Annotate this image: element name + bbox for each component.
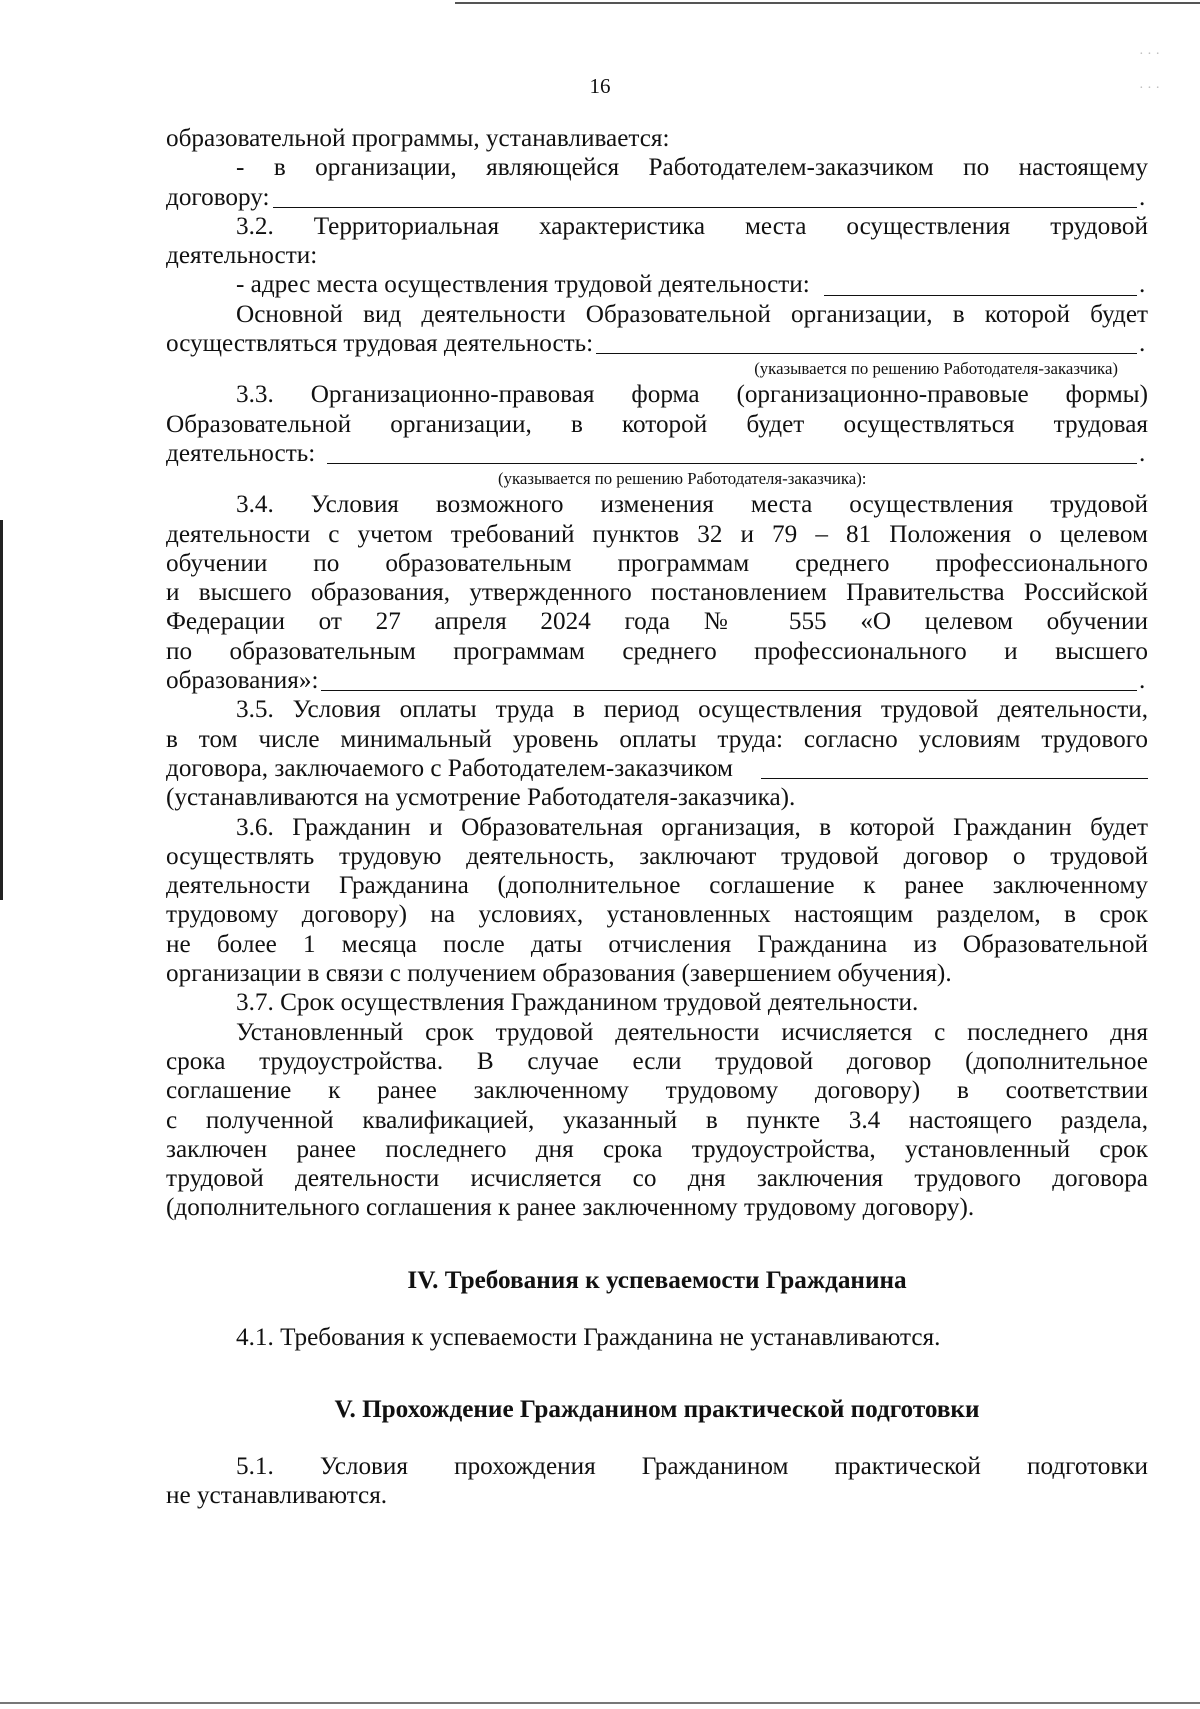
section-heading-v: V. Прохождение Гражданином практической подготовки: [334, 1395, 980, 1423]
text-line: образовательной программы, устанавливается:: [166, 125, 670, 152]
blank-field: [273, 185, 1137, 208]
blank-field: [761, 756, 1148, 779]
text-line: Образовательной организации, в которой будет осуществляться трудовая: [166, 410, 1148, 438]
text-line: Установленный срок трудовой деятельности исчисляется с последнего дня: [236, 1018, 1148, 1046]
text-line: 3.6. Гражданин и Образовательная организация, в которой Гражданин будет: [236, 813, 1148, 841]
text-fragment: - адрес места осуществления трудовой деятельности:: [236, 271, 810, 299]
text-line: соглашение к ранее заключенному трудовому договору) в соответствии: [166, 1077, 1148, 1105]
text-fragment: образования»:: [166, 667, 319, 695]
page-number: 16: [589, 74, 611, 98]
text-line: (дополнительного соглашения к ранее заключенному трудовому договору).: [166, 1194, 975, 1222]
text-line: по образовательным программам среднего профессионального и высшего: [166, 637, 1148, 665]
text-line: 4.1. Требования к успеваемости Гражданина не устанавливаются.: [236, 1323, 941, 1351]
text-fragment: договору:: [166, 183, 270, 211]
fill-line: образования»: .: [166, 667, 1146, 695]
blank-field: [824, 273, 1137, 296]
text-line: Основной вид деятельности Образовательной организации, в которой будет: [236, 300, 1148, 328]
text-line: трудовой деятельности исчисляется со дня заключения трудового договора: [166, 1165, 1148, 1193]
fill-line: [166, 754, 1148, 783]
text-line: деятельности:: [166, 242, 318, 270]
text-line: деятельности с учетом требований пунктов 32 и 79 – 81 Положения о целевом: [166, 520, 1148, 548]
blank-field: [327, 441, 1137, 464]
text-line: деятельности Гражданина (дополнительное соглашение к ранее заключенному: [166, 872, 1148, 900]
text-line: в том числе минимальный уровень оплаты труда: согласно условиям трудового: [166, 725, 1148, 753]
text-fragment: осуществляться трудовая деятельность:: [166, 330, 594, 358]
scan-edge-bottom: [0, 1702, 1200, 1704]
text-line: заключен ранее последнего дня срока трудоустройства, установленный срок: [166, 1135, 1148, 1163]
text-line: Федерации от 27 апреля 2024 года № 555 «О целевом обучении: [166, 608, 1148, 636]
field-caption: (указывается по решению Работодателя-заказчика): [754, 359, 1118, 379]
text-line: 3.2. Территориальная характеристика места осуществления трудовой: [236, 212, 1148, 240]
fill-line: осуществляться трудовая деятельность: .: [166, 330, 1146, 358]
document-body: [166, 124, 1148, 1511]
fill-line: деятельность: .: [166, 439, 1146, 467]
text-line: 3.5. Условия оплаты труда в период осуществления трудовой деятельности,: [236, 696, 1148, 724]
text-line: 5.1. Условия прохождения Гражданином практической подготовки: [236, 1452, 1148, 1480]
text-line: 3.4. Условия возможного изменения места осуществления трудовой: [236, 491, 1148, 519]
scan-edge-top: [455, 2, 1200, 4]
fill-line: - адрес места осуществления трудовой деятельности: .: [236, 271, 1146, 299]
text-line: организации в связи с получением образования (завершением обучения).: [166, 960, 952, 988]
text-line: 3.3. Организационно-правовая форма (организационно-правовые формы): [236, 381, 1148, 409]
blank-field: [321, 668, 1137, 691]
blank-field: [596, 331, 1137, 354]
text-fragment: договора, заключаемого с Работодателем-заказчиком: [166, 754, 733, 782]
text-line: 3.7. Срок осуществления Гражданином трудовой деятельности.: [236, 989, 919, 1017]
faint-scan-marks: · · · · · ·: [1139, 47, 1160, 96]
section-heading-iv: IV. Требования к успеваемости Гражданина: [407, 1266, 907, 1294]
text-line: обучении по образовательным программам среднего профессионального: [166, 549, 1148, 577]
text-line: с полученной квалификацией, указанный в пункте 3.4 настоящего раздела,: [166, 1106, 1148, 1134]
text-line: - в организации, являющейся Работодателем-заказчиком по настоящему: [236, 154, 1148, 182]
text-fragment: деятельность:: [166, 439, 316, 467]
text-line: осуществлять трудовую деятельность, заключают трудовой договор о трудовой: [166, 842, 1148, 870]
scan-edge-left: [0, 520, 3, 900]
text-line: срока трудоустройства. В случае если трудовой договор (дополнительное: [166, 1047, 1148, 1075]
text-line: (устанавливаются на усмотрение Работодателя-заказчика).: [166, 784, 796, 812]
text-line: не устанавливаются.: [166, 1482, 388, 1510]
text-line: трудовому договору) на условиях, установленных настоящим разделом, в срок: [166, 901, 1148, 929]
text-line: и высшего образования, утвержденного постановлением Правительства Российской: [166, 579, 1148, 607]
text-line: не более 1 месяца после даты отчисления Гражданина из Образовательной: [166, 930, 1148, 958]
field-caption: (указывается по решению Работодателя-заказчика):: [498, 469, 867, 489]
fill-line: договору: .: [166, 183, 1146, 211]
